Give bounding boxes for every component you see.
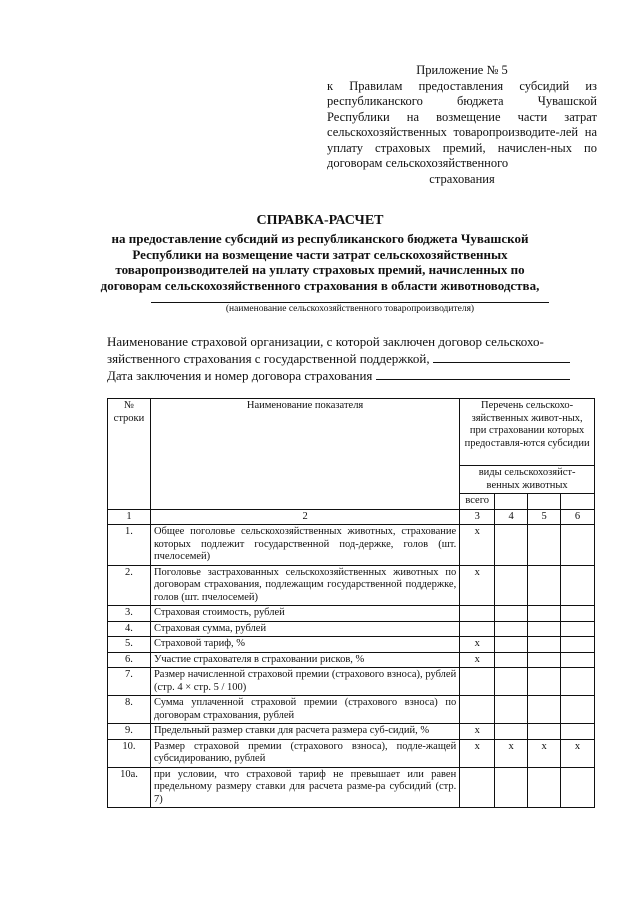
row-value-cell[interactable] xyxy=(528,565,561,606)
row-indicator: Страховой тариф, % xyxy=(150,637,459,653)
table-row xyxy=(108,637,595,653)
header-row-no: № строки xyxy=(108,399,151,510)
table-row xyxy=(108,652,595,668)
row-number: 2. xyxy=(108,565,151,606)
row-value-cell[interactable] xyxy=(495,668,528,696)
row-value-cell[interactable] xyxy=(528,637,561,653)
row-number: 10а. xyxy=(108,767,151,808)
row-value-cell[interactable] xyxy=(495,606,528,622)
row-value-cell[interactable] xyxy=(528,606,561,622)
insurance-info xyxy=(107,334,595,384)
row-mark: x xyxy=(561,739,595,767)
col-number: 6 xyxy=(561,509,595,525)
row-number: 5. xyxy=(108,637,151,653)
contract-date-number-field[interactable] xyxy=(376,367,570,380)
row-indicator: Страховая сумма, рублей xyxy=(150,621,459,637)
header-row xyxy=(108,399,595,466)
row-mark: x xyxy=(460,525,495,566)
table-row xyxy=(108,565,595,606)
table-row xyxy=(108,724,595,740)
row-indicator: Общее поголовье сельскохозяйственных животных, страхование которых подлежит государственной под-держке, голов (шт. пчелосемей) xyxy=(150,525,459,566)
header-kind-cell xyxy=(561,494,595,510)
insurer-name-field[interactable] xyxy=(433,350,570,363)
row-value-cell[interactable] xyxy=(495,767,528,808)
row-value-cell[interactable] xyxy=(495,652,528,668)
row-value-cell[interactable] xyxy=(561,525,595,566)
contract-label: Дата заключения и номер договора страхования xyxy=(107,368,376,383)
row-value-cell[interactable] xyxy=(528,652,561,668)
row-indicator: Участие страхователя в страховании рисков, % xyxy=(150,652,459,668)
producer-name-caption: (наименование сельскохозяйственного товаропроизводителя) xyxy=(225,304,475,314)
col-number: 1 xyxy=(108,509,151,525)
contract-line xyxy=(107,367,595,384)
row-mark: x xyxy=(460,724,495,740)
insurer-label-line1: Наименование страховой организации, с которой заключен договор сельскохо- xyxy=(107,334,544,349)
row-value-cell[interactable] xyxy=(495,696,528,724)
row-value-cell[interactable] xyxy=(561,637,595,653)
row-value-cell[interactable] xyxy=(460,696,495,724)
col-number: 4 xyxy=(495,509,528,525)
col-number: 3 xyxy=(460,509,495,525)
table-row xyxy=(108,525,595,566)
row-value-cell[interactable] xyxy=(528,696,561,724)
appendix-block xyxy=(327,63,597,187)
row-number: 10. xyxy=(108,739,151,767)
row-value-cell[interactable] xyxy=(495,525,528,566)
table-row xyxy=(108,696,595,724)
row-value-cell[interactable] xyxy=(460,606,495,622)
row-number: 4. xyxy=(108,621,151,637)
header-indicator: Наименование показателя xyxy=(150,399,459,510)
row-mark: x xyxy=(460,652,495,668)
row-mark: x xyxy=(495,739,528,767)
row-value-cell[interactable] xyxy=(561,696,595,724)
column-numbers-row xyxy=(108,509,595,525)
row-number: 3. xyxy=(108,606,151,622)
row-number: 7. xyxy=(108,668,151,696)
table-row xyxy=(108,606,595,622)
row-indicator: Предельный размер ставки для расчета размера суб-сидий, % xyxy=(150,724,459,740)
table-row xyxy=(108,767,595,808)
table-row xyxy=(108,668,595,696)
row-value-cell[interactable] xyxy=(495,621,528,637)
producer-name-line[interactable] xyxy=(151,302,549,303)
row-mark: x xyxy=(460,637,495,653)
row-indicator: Страховая стоимость, рублей xyxy=(150,606,459,622)
appendix-text: к Правилам предоставления субсидий из республиканского бюджета Чувашской Республики на возмещение части затрат сельскохозяйственных товаропроизводите-лей на уплату страховых премий, начислен-ных по договорам сельскохозяйственного xyxy=(327,78,597,170)
row-number: 6. xyxy=(108,652,151,668)
header-kind-cell xyxy=(528,494,561,510)
document-subtitle: на предоставление субсидий из республиканского бюджета Чувашской Республики на возмещение части затрат сельскохозяйственных товаропроизводителей на уплату страховых премий, начисленных по договорам сельскохозяйственного страхования в области животноводства, xyxy=(100,231,540,293)
row-value-cell[interactable] xyxy=(460,767,495,808)
row-indicator: Поголовье застрахованных сельскохозяйственных животных по договорам страхования, подлежащим государственной поддержке, голов (шт. пчелосемей) xyxy=(150,565,459,606)
row-mark: x xyxy=(460,739,495,767)
header-total: всего xyxy=(460,494,495,510)
header-animal-list: Перечень сельскохо-зяйственных живот-ных, при страховании которых предоставля-ются субсидии xyxy=(460,399,595,466)
row-value-cell[interactable] xyxy=(528,525,561,566)
row-number: 1. xyxy=(108,525,151,566)
row-value-cell[interactable] xyxy=(495,565,528,606)
appendix-tail: страхования xyxy=(429,171,495,186)
row-indicator: Размер страховой премии (страхового взноса), подле-жащей субсидированию, рублей xyxy=(150,739,459,767)
row-number: 8. xyxy=(108,696,151,724)
row-value-cell[interactable] xyxy=(561,668,595,696)
row-value-cell[interactable] xyxy=(495,724,528,740)
row-value-cell[interactable] xyxy=(528,767,561,808)
row-indicator: Сумма уплаченной страховой премии (страхового взноса) по договорам страхования, рублей xyxy=(150,696,459,724)
header-kinds: виды сельскохозяйст-венных животных xyxy=(460,466,595,494)
row-value-cell[interactable] xyxy=(561,565,595,606)
document-title: СПРАВКА-РАСЧЕТ xyxy=(256,213,384,228)
row-value-cell[interactable] xyxy=(528,724,561,740)
row-number: 9. xyxy=(108,724,151,740)
row-indicator: Размер начисленной страховой премии (страхового взноса), рублей (стр. 4 × стр. 5 / 100) xyxy=(150,668,459,696)
table-row xyxy=(108,621,595,637)
row-indicator: при условии, что страховой тариф не превышает или равен предельному размеру ставки для расчета разме-ра субсидий (стр. 7) xyxy=(150,767,459,808)
col-number: 2 xyxy=(150,509,459,525)
row-value-cell[interactable] xyxy=(460,668,495,696)
insurer-label-text: зяйственного страхования с государственной поддержкой, xyxy=(107,351,433,366)
row-value-cell[interactable] xyxy=(528,668,561,696)
insurer-label-line2 xyxy=(107,350,595,367)
row-value-cell[interactable] xyxy=(561,606,595,622)
header-kind-cell xyxy=(495,494,528,510)
row-value-cell[interactable] xyxy=(561,767,595,808)
row-value-cell[interactable] xyxy=(561,621,595,637)
calculation-table xyxy=(107,398,595,808)
table-row xyxy=(108,739,595,767)
row-mark: x xyxy=(528,739,561,767)
row-value-cell[interactable] xyxy=(561,652,595,668)
row-value-cell[interactable] xyxy=(460,621,495,637)
row-value-cell[interactable] xyxy=(528,621,561,637)
col-number: 5 xyxy=(528,509,561,525)
row-value-cell[interactable] xyxy=(495,637,528,653)
row-mark: x xyxy=(460,565,495,606)
row-value-cell[interactable] xyxy=(561,724,595,740)
appendix-number: Приложение № 5 xyxy=(416,63,508,77)
